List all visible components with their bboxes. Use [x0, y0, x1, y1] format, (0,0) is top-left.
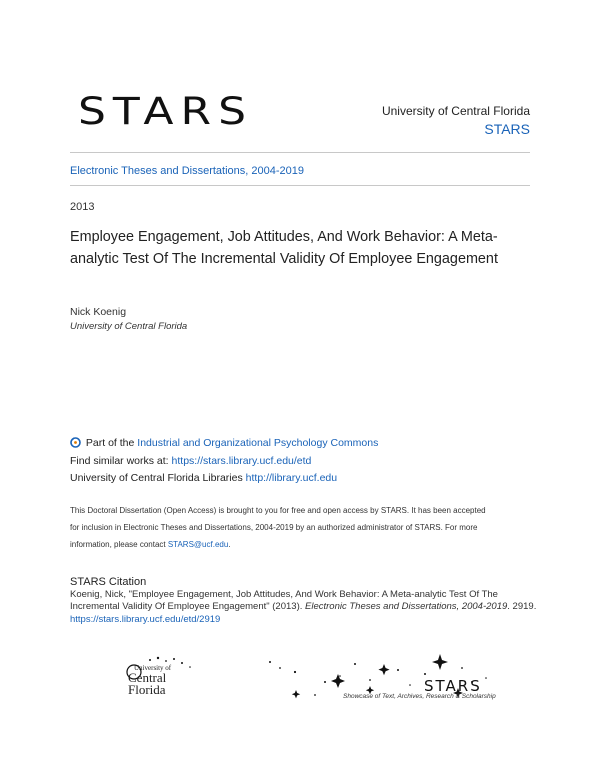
citation-suffix: . 2919. — [507, 601, 537, 613]
footer-stars-logo: STARS — [424, 677, 482, 695]
libraries-prefix: University of Central Florida Libraries — [70, 472, 243, 484]
header-divider — [70, 152, 530, 153]
citation-url-link[interactable]: https://stars.library.ucf.edu/etd/2919 — [70, 613, 221, 625]
footer-tagline: Showcase of Text, Archives, Research & Scholarship — [343, 693, 496, 700]
part-of-prefix: Part of the — [85, 437, 135, 449]
notice-line-3 — [70, 536, 540, 553]
part-of-line — [70, 437, 378, 451]
ucf-logo-line-1: University of — [134, 664, 172, 672]
stars-logo: STARS — [78, 90, 253, 134]
contact-email-link[interactable]: STARS@ucf.edu — [167, 540, 229, 549]
author-affiliation: University of Central Florida — [70, 321, 188, 332]
publication-year: 2013 — [70, 201, 95, 213]
notice-line-1: This Doctoral Dissertation (Open Access) is brought to you for free and open access by STARS. It has been accepted — [70, 506, 486, 515]
series-divider — [70, 185, 530, 186]
access-notice — [70, 502, 540, 553]
ucf-logo — [128, 665, 171, 696]
find-similar-line — [70, 455, 311, 467]
libraries-line — [70, 472, 337, 484]
document-title: Employee Engagement, Job Attitudes, And Work Behavior: A Meta-analytic Test Of The Incremental Validity Of Employee Engagement — [70, 229, 498, 267]
author-name: Nick Koenig — [70, 306, 127, 318]
series-link[interactable]: Electronic Theses and Dissertations, 2004-2019 — [70, 165, 304, 177]
find-similar-prefix: Find similar works at: — [70, 455, 169, 467]
ucf-logo-line-2: Central — [128, 670, 167, 685]
find-similar-link[interactable]: https://stars.library.ucf.edu/etd — [171, 455, 312, 467]
stars-repository-link[interactable]: STARS — [484, 121, 530, 137]
university-name: University of Central Florida — [381, 104, 530, 118]
notice-contact-prefix: information, please contact — [70, 540, 166, 549]
citation-journal: Electronic Theses and Dissertations, 2004-2019 — [305, 601, 508, 613]
open-access-icon — [70, 437, 81, 451]
notice-period: . — [228, 540, 231, 549]
citation-body: Koenig, Nick, "Employee Engagement, Job Attitudes, And Work Behavior: A Meta-analytic Test Of The Incremental Validity Of Employee Engagement" (2013). — [70, 589, 498, 613]
commons-link[interactable]: Industrial and Organizational Psychology Commons — [137, 437, 379, 449]
citation-heading: STARS Citation — [70, 576, 147, 588]
ucf-logo-line-3: Florida — [128, 682, 166, 697]
notice-line-2: for inclusion in Electronic Theses and Dissertations, 2004-2019 by an authorized administrator of STARS. For more — [70, 523, 478, 532]
citation-text — [70, 589, 540, 626]
libraries-link[interactable]: http://library.ucf.edu — [245, 472, 338, 484]
